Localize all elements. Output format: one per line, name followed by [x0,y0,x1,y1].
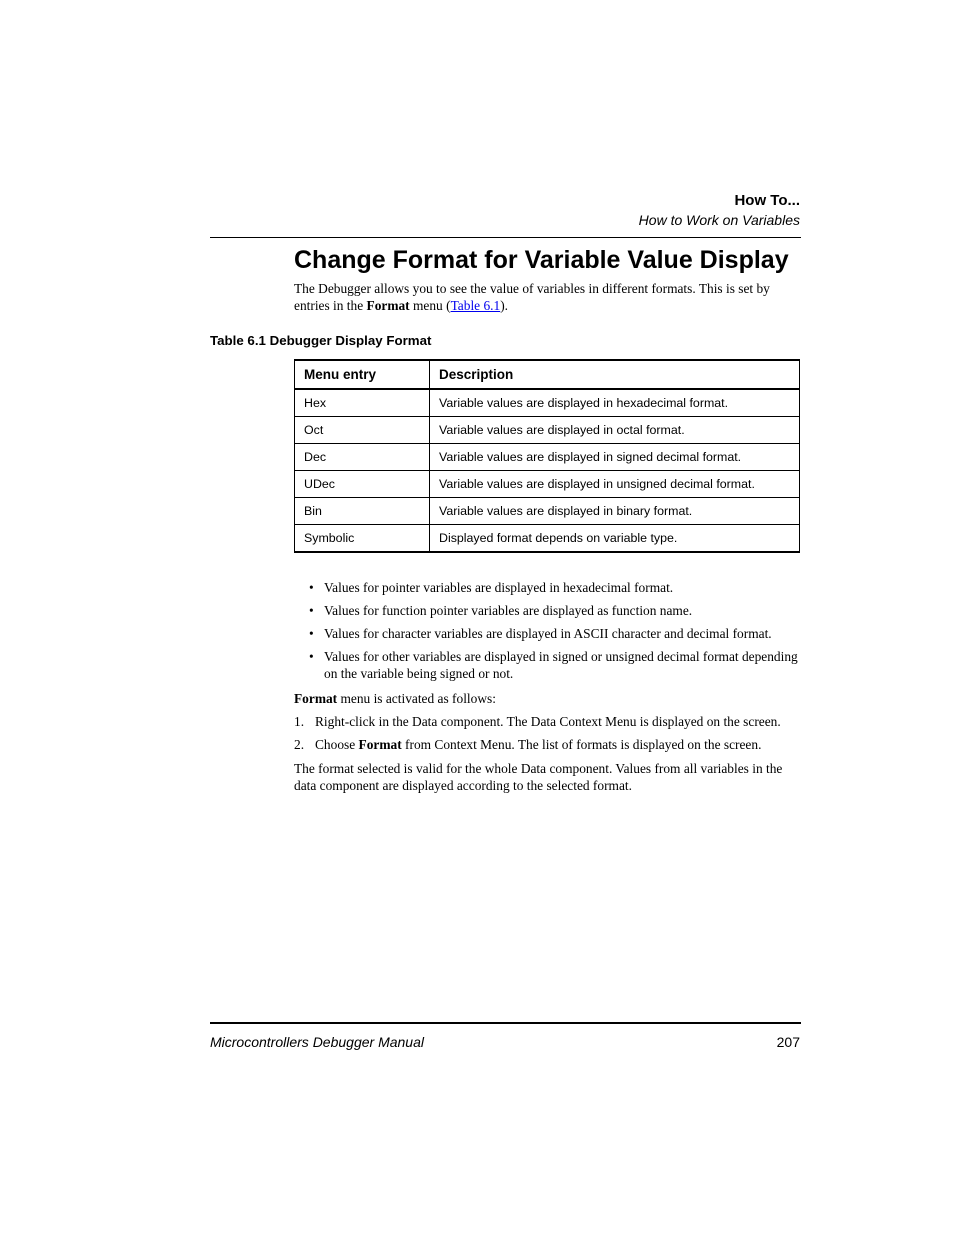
display-format-table [294,359,800,553]
list-item [294,648,804,682]
bullet-text: Values for character variables are displayed in ASCII character and decimal format. [324,626,772,641]
footer-rule [210,1022,801,1024]
description-cell: Displayed format depends on variable type. [430,525,800,553]
menu-entry-cell: UDec [295,471,430,498]
description-cell: Variable values are displayed in unsigned decimal format. [430,471,800,498]
bullet-dot-icon: • [309,580,314,595]
footer-manual-title: Microcontrollers Debugger Manual [210,1034,424,1050]
description-cell: Variable values are displayed in octal format. [430,417,800,444]
description-cell: Variable values are displayed in signed decimal format. [430,444,800,471]
table-reference-link[interactable]: Table 6.1 [450,298,501,313]
running-head-section: How To... [734,192,800,209]
table-row [295,498,800,525]
list-item [294,736,804,753]
activation-paragraph [294,690,804,707]
running-head [639,192,800,229]
step-list [294,713,804,759]
table-caption: Table 6.1 Debugger Display Format [210,333,432,348]
table-row [295,525,800,553]
bullet-dot-icon: • [309,626,314,641]
table-row [295,444,800,471]
description-cell: Variable values are displayed in binary format. [430,498,800,525]
step-text-after: from Context Menu. The list of formats is displayed on the screen. [401,737,762,752]
list-item [294,602,804,619]
running-head-subsection: How to Work on Variables [638,212,800,228]
step-number: 1. [294,714,305,729]
header-description: Description [430,360,800,389]
menu-entry-cell: Dec [295,444,430,471]
menu-entry-cell: Hex [295,389,430,417]
table-row [295,471,800,498]
menu-entry-cell: Oct [295,417,430,444]
list-item [294,579,804,596]
list-item [294,625,804,642]
bullet-text: Values for other variables are displayed in signed or unsigned decimal format depending on the variable being signed or not. [324,649,798,681]
menu-entry-cell: Bin [295,498,430,525]
intro-bold-format: Format [366,298,410,313]
step-text: Choose [315,737,359,752]
activation-text: menu is activated as follows: [337,691,496,706]
intro-text-after: ). [500,298,509,313]
final-paragraph: The format selected is valid for the whole Data component. Values from all variables in the data component are displayed according to the selected format. [294,761,783,793]
list-item [294,713,804,730]
bullet-dot-icon: • [309,603,314,618]
bullet-text: Values for pointer variables are displayed in hexadecimal format. [324,580,674,595]
menu-entry-cell: Symbolic [295,525,430,553]
intro-text-before: The Debugger allows you to see the value of variables in different formats. This is set by entries in the [294,281,770,313]
table-header-row [295,360,800,389]
step-number: 2. [294,737,305,752]
table-row [295,389,800,417]
header-rule [210,237,801,238]
intro-text-middle: menu ( [409,298,451,313]
footer-page-number: 207 [776,1034,800,1050]
step-text: Right-click in the Data component. The Data Context Menu is displayed on the screen. [315,714,781,729]
activation-bold-format: Format [294,691,338,706]
header-menu-entry: Menu entry [295,360,430,389]
intro-paragraph [294,280,804,314]
bullet-list [294,579,804,688]
step-bold: Format [358,737,402,752]
bullet-text: Values for function pointer variables are displayed as function name. [324,603,693,618]
bullet-dot-icon: • [309,649,314,664]
description-cell: Variable values are displayed in hexadecimal format. [430,389,800,417]
page-title: Change Format for Variable Value Display [294,246,789,274]
table-row [295,417,800,444]
